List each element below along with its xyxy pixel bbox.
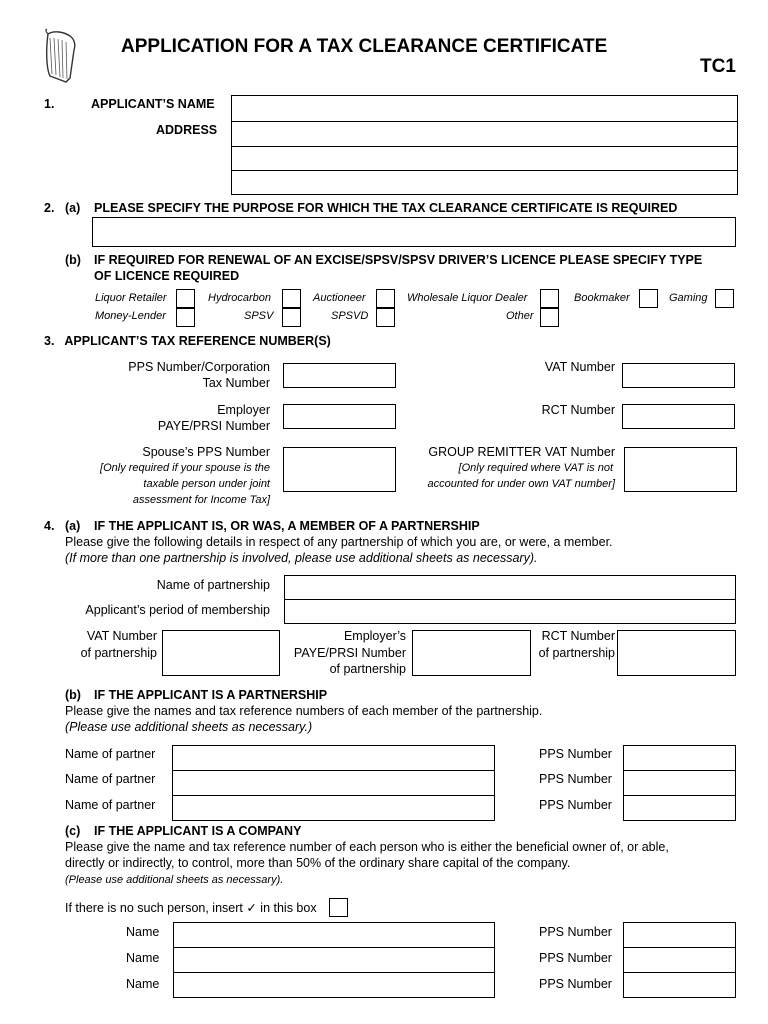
licence-heading-line1: IF REQUIRED FOR RENEWAL OF AN EXCISE/SPSV/SPSV DRIVER’S LICENCE PLEASE SPECIFY TYPE xyxy=(94,253,703,267)
partnership-note: (Please use additional sheets as necessary.) xyxy=(65,720,313,734)
employer-label-line2: PAYE/PRSI Number xyxy=(157,419,270,433)
licence-label-bookmaker: Bookmaker xyxy=(574,292,630,304)
address-field-3[interactable] xyxy=(231,170,738,195)
partnership-member-note: (If more than one partnership is involved, please use additional sheets as necessary). xyxy=(65,551,538,565)
section-2b-letter: (b) xyxy=(65,253,81,267)
section-4a-letter: (a) xyxy=(65,519,81,533)
no-person-label: If there is no such person, insert ✓ in this box xyxy=(65,901,317,915)
partnership-name-label: Name of partnership xyxy=(156,578,270,592)
partner-pps-field-1[interactable] xyxy=(623,745,736,771)
address-field-1[interactable] xyxy=(231,121,738,147)
owner-name-label-1: Name xyxy=(126,925,160,939)
owner-name-label-2: Name xyxy=(126,951,160,965)
section-1-number: 1. xyxy=(44,97,55,111)
partnership-rct-label-2: of partnership xyxy=(538,646,615,660)
section-3-heading: 3. APPLICANT’S TAX REFERENCE NUMBER(S) xyxy=(44,334,331,348)
owner-pps-field-3[interactable] xyxy=(623,972,736,998)
company-note: (Please use additional sheets as necessary). xyxy=(65,874,284,886)
licence-checkbox-gaming[interactable] xyxy=(715,289,734,308)
licence-checkbox-wholesale-liquor-dealer[interactable] xyxy=(540,289,559,308)
spouse-note-line3: assessment for Income Tax] xyxy=(132,494,270,506)
licence-label-other: Other xyxy=(506,310,534,322)
licence-checkbox-other[interactable] xyxy=(540,308,559,327)
vat-number-label: VAT Number xyxy=(544,360,615,374)
owner-pps-field-2[interactable] xyxy=(623,947,736,973)
membership-period-field[interactable] xyxy=(284,599,736,624)
licence-checkbox-spsv[interactable] xyxy=(282,308,301,327)
licence-label-wholesale-liquor-dealer: Wholesale Liquor Dealer xyxy=(407,292,528,304)
partnership-employer-field[interactable] xyxy=(412,630,531,676)
address-label: ADDRESS xyxy=(156,123,218,137)
no-person-checkbox[interactable] xyxy=(329,898,348,917)
partnership-rct-field[interactable] xyxy=(617,630,736,676)
partner-name-field-2[interactable] xyxy=(172,770,495,796)
spouse-pps-field[interactable] xyxy=(283,447,396,492)
licence-checkbox-hydrocarbon[interactable] xyxy=(282,289,301,308)
section-2a-letter: (a) xyxy=(65,201,81,215)
partnership-name-field[interactable] xyxy=(284,575,736,600)
partnership-rct-label-1: RCT Number xyxy=(541,629,615,643)
partner-name-field-3[interactable] xyxy=(172,795,495,821)
harp-emblem xyxy=(40,28,84,84)
partnership-employer-label-2: PAYE/PRSI Number xyxy=(293,646,406,660)
pps-label-line2: Tax Number xyxy=(202,376,270,390)
address-field-2[interactable] xyxy=(231,146,738,171)
partner-name-label-1: Name of partner xyxy=(65,747,156,761)
partner-name-label-3: Name of partner xyxy=(65,798,156,812)
pps-number-field[interactable] xyxy=(283,363,396,388)
partnership-vat-label-2: of partnership xyxy=(80,646,157,660)
company-heading: IF THE APPLICANT IS A COMPANY xyxy=(94,824,302,838)
licence-label-liquor-retailer: Liquor Retailer xyxy=(95,292,167,304)
partner-pps-field-2[interactable] xyxy=(623,770,736,796)
licence-heading-line2: OF LICENCE REQUIRED xyxy=(94,269,240,283)
owner-name-field-1[interactable] xyxy=(173,922,495,948)
company-text-line1: Please give the name and tax reference number of each person who is either the beneficial owner of, or able, xyxy=(65,840,669,854)
licence-label-money-lender: Money-Lender xyxy=(95,310,166,322)
licence-checkbox-bookmaker[interactable] xyxy=(639,289,658,308)
licence-label-auctioneer: Auctioneer xyxy=(313,292,366,304)
group-remitter-label: GROUP REMITTER VAT Number xyxy=(428,445,615,459)
purpose-field[interactable] xyxy=(92,217,736,247)
partnership-vat-label-1: VAT Number xyxy=(86,629,157,643)
partner-pps-field-3[interactable] xyxy=(623,795,736,821)
partnership-heading: IF THE APPLICANT IS A PARTNERSHIP xyxy=(94,688,328,702)
licence-checkbox-liquor-retailer[interactable] xyxy=(176,289,195,308)
section-4b-letter: (b) xyxy=(65,688,81,702)
owner-name-label-3: Name xyxy=(126,977,160,991)
employer-number-field[interactable] xyxy=(283,404,396,429)
partner-pps-label-1: PPS Number xyxy=(539,747,612,761)
vat-number-field[interactable] xyxy=(622,363,735,388)
spouse-note-line2: taxable person under joint xyxy=(143,478,270,490)
licence-label-spsvd: SPSVD xyxy=(331,310,369,322)
partnership-vat-field[interactable] xyxy=(162,630,280,676)
section-4-number: 4. xyxy=(44,519,55,533)
licence-label-gaming: Gaming xyxy=(669,292,708,304)
rct-number-label: RCT Number xyxy=(541,403,615,417)
applicant-name-label: APPLICANT’S NAME xyxy=(91,97,215,111)
partnership-member-heading: IF THE APPLICANT IS, OR WAS, A MEMBER OF A PARTNERSHIP xyxy=(94,519,480,533)
owner-pps-label-2: PPS Number xyxy=(539,951,612,965)
licence-checkbox-spsvd[interactable] xyxy=(376,308,395,327)
group-remitter-field[interactable] xyxy=(624,447,737,492)
section-4c-letter: (c) xyxy=(65,824,81,838)
licence-label-hydrocarbon: Hydrocarbon xyxy=(208,292,271,304)
partner-name-field-1[interactable] xyxy=(172,745,495,771)
rct-number-field[interactable] xyxy=(622,404,735,429)
harp-icon xyxy=(40,28,84,84)
section-2-number: 2. xyxy=(44,201,55,215)
owner-name-field-3[interactable] xyxy=(173,972,495,998)
partner-pps-label-3: PPS Number xyxy=(539,798,612,812)
employer-label-line1: Employer xyxy=(217,403,270,417)
owner-name-field-2[interactable] xyxy=(173,947,495,973)
form-code: TC1 xyxy=(700,56,736,77)
licence-checkbox-auctioneer[interactable] xyxy=(376,289,395,308)
applicant-name-field[interactable] xyxy=(231,95,738,122)
company-text-line2: directly or indirectly, to control, more than 50% of the ordinary share capital of the company. xyxy=(65,856,571,870)
partnership-text: Please give the names and tax reference numbers of each member of the partnership. xyxy=(65,704,543,718)
partnership-employer-label-3: of partnership xyxy=(329,662,406,676)
spouse-pps-label: Spouse’s PPS Number xyxy=(142,445,270,459)
partner-name-label-2: Name of partner xyxy=(65,772,156,786)
group-note-line1: [Only required where VAT is not xyxy=(458,462,613,474)
partnership-employer-label-1: Employer’s xyxy=(343,629,406,643)
owner-pps-label-1: PPS Number xyxy=(539,925,612,939)
owner-pps-label-3: PPS Number xyxy=(539,977,612,991)
pps-label-line1: PPS Number/Corporation xyxy=(128,360,270,374)
page-title: APPLICATION FOR A TAX CLEARANCE CERTIFICATE xyxy=(121,36,608,57)
partnership-member-text: Please give the following details in respect of any partnership of which you are, or were, a member. xyxy=(65,535,613,549)
purpose-heading: PLEASE SPECIFY THE PURPOSE FOR WHICH THE TAX CLEARANCE CERTIFICATE IS REQUIRED xyxy=(94,201,678,215)
licence-label-spsv: SPSV xyxy=(244,310,274,322)
group-note-line2: accounted for under own VAT number] xyxy=(427,478,615,490)
spouse-note-line1: [Only required if your spouse is the xyxy=(100,462,270,474)
membership-period-label: Applicant’s period of membership xyxy=(85,603,270,617)
owner-pps-field-1[interactable] xyxy=(623,922,736,948)
licence-checkbox-money-lender[interactable] xyxy=(176,308,195,327)
partner-pps-label-2: PPS Number xyxy=(539,772,612,786)
